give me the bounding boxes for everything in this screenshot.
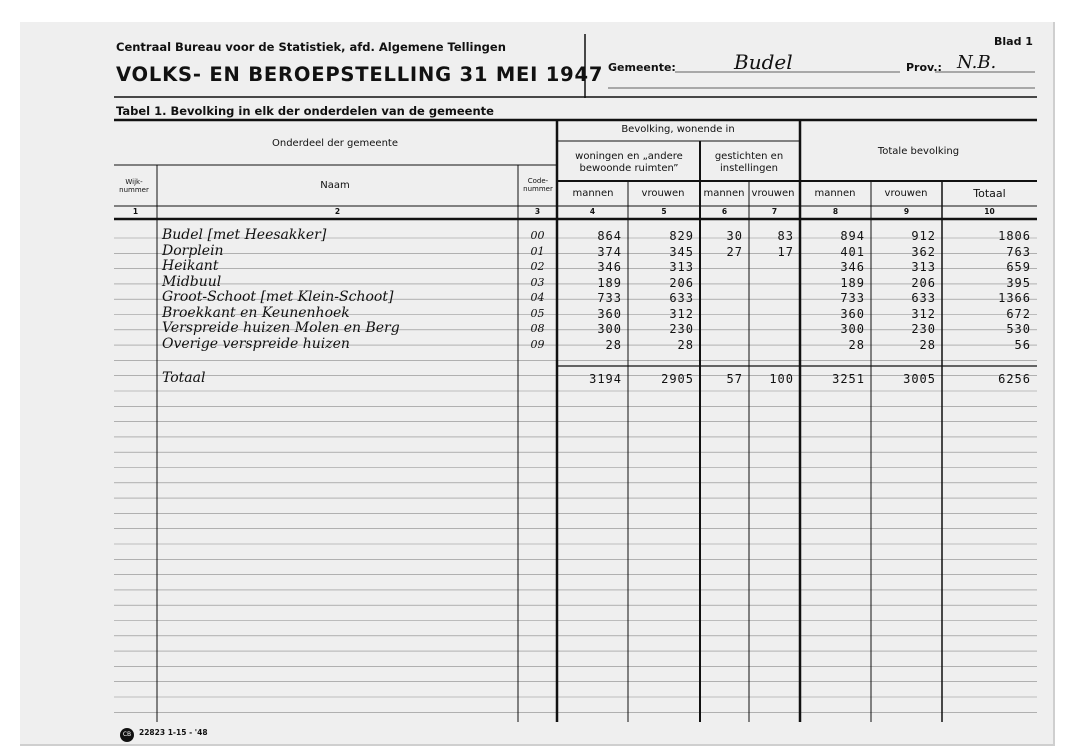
- group-header-gestichten: gestichten en instellingen: [714, 151, 784, 174]
- row-value-t_t: 395: [1006, 275, 1031, 290]
- column-number-1: 1: [132, 207, 139, 216]
- row-value-t_t: 530: [1006, 322, 1031, 336]
- row-value-w_m: 300: [597, 322, 622, 336]
- gemeente-label: Gemeente:: [608, 61, 676, 74]
- row-value-g_v: 83: [777, 229, 794, 243]
- row-value-t_v: 28: [919, 337, 936, 352]
- row-value-g_m: 27: [726, 244, 743, 259]
- row-value-t_v: 312: [911, 306, 936, 321]
- row-value-w_m: 360: [597, 306, 622, 321]
- row-value-g_v: 17: [777, 244, 794, 259]
- row-value-t_m: 346: [840, 260, 865, 274]
- row-value-t_t: 1366: [998, 291, 1031, 305]
- row-value-t_v: 912: [911, 229, 936, 243]
- row-value-w_m: 346: [597, 260, 622, 274]
- row-name: Broekkant en Keunenhoek: [162, 304, 350, 321]
- row-value-t_v: 633: [911, 291, 936, 305]
- gemeente-value: Budel: [734, 50, 793, 74]
- row-value-t_m: 401: [840, 244, 865, 259]
- row-value-w_m: 864: [597, 229, 622, 243]
- col-header-wijk: Wijk-nummer: [119, 178, 149, 195]
- row-value-w_m: 28: [605, 337, 622, 352]
- row-code: 03: [530, 275, 545, 289]
- row-value-t_m: 894: [840, 229, 865, 243]
- column-number-10: 10: [984, 207, 995, 216]
- column-number-6: 6: [721, 207, 728, 216]
- row-value-w_m: 374: [597, 244, 622, 259]
- row-code: 00: [530, 229, 545, 242]
- row-value-g_m: 30: [726, 229, 743, 243]
- row-code: 09: [530, 337, 545, 351]
- row-name: Groot-Schoot [met Klein-Schoot]: [162, 289, 394, 305]
- row-value-w_v: 206: [669, 275, 694, 290]
- column-number-8: 8: [832, 207, 839, 216]
- column-number-7: 7: [771, 207, 778, 216]
- col-header-code: Code-nummer: [523, 177, 553, 194]
- column-number-9: 9: [903, 207, 910, 216]
- row-value-t_v: 230: [911, 322, 936, 336]
- sheet-number: Blad 1: [994, 35, 1033, 48]
- row-value-w_v: 633: [669, 291, 694, 305]
- row-value-w_v: 230: [669, 322, 694, 336]
- row-value-w_v: 345: [669, 244, 694, 259]
- total-value-t_v: 3005: [903, 372, 936, 386]
- table-caption: Tabel 1. Bevolking in elk der onderdelen van de gemeente: [116, 104, 494, 118]
- column-number-2: 2: [334, 207, 341, 216]
- row-name: Dorplein: [162, 242, 224, 259]
- col-header-mannen-3: mannen: [814, 188, 856, 199]
- province-value: N.B.: [957, 52, 997, 73]
- total-value-t_t: 6256: [998, 372, 1031, 386]
- row-value-t_m: 189: [840, 275, 865, 290]
- row-value-t_v: 313: [911, 260, 936, 274]
- row-code: 02: [530, 260, 545, 273]
- group-header-onderdeel: Onderdeel der gemeente: [271, 138, 398, 149]
- group-header-bevolking: Bevolking, wonende in: [621, 124, 735, 135]
- row-code: 08: [530, 322, 545, 335]
- row-value-t_t: 659: [1006, 260, 1031, 274]
- col-header-totaal: Totaal: [973, 187, 1006, 200]
- row-value-t_v: 362: [911, 244, 936, 259]
- col-header-naam: Naam: [320, 180, 350, 191]
- column-number-5: 5: [661, 207, 667, 216]
- total-value-w_m: 3194: [589, 372, 622, 386]
- column-number-3: 3: [534, 207, 541, 216]
- row-name: Midbuul: [162, 273, 222, 290]
- row-value-t_t: 1806: [998, 229, 1031, 243]
- row-value-t_m: 360: [840, 306, 865, 321]
- print-code: 22823 1-15 - '48: [139, 728, 208, 737]
- bureau-heading: Centraal Bureau voor de Statistiek, afd. Algemene Tellingen: [116, 40, 506, 54]
- row-value-t_t: 763: [1006, 244, 1031, 259]
- row-value-w_v: 829: [669, 229, 694, 243]
- row-name: Budel [met Heesakker]: [162, 227, 327, 243]
- row-value-w_m: 733: [597, 291, 622, 305]
- row-value-w_v: 313: [669, 260, 694, 274]
- page-title: VOLKS- EN BEROEPSTELLING 31 MEI 1947: [116, 63, 604, 86]
- group-header-woningen: woningen en „andere bewoonde ruimten”: [575, 151, 683, 174]
- row-value-t_m: 733: [840, 291, 865, 305]
- row-name: Verspreide huizen Molen en Berg: [162, 320, 400, 336]
- row-value-t_t: 672: [1006, 306, 1031, 321]
- row-code: 05: [530, 306, 545, 320]
- col-header-vrouwen-1: vrouwen: [641, 188, 685, 199]
- group-header-totaal: Totale bevolking: [877, 146, 960, 157]
- row-value-w_v: 312: [669, 306, 694, 321]
- province-label: Prov.:: [906, 61, 942, 74]
- col-header-mannen-1: mannen: [572, 188, 614, 199]
- column-number-4: 4: [589, 207, 596, 216]
- total-value-g_m: 57: [726, 372, 743, 386]
- row-value-w_m: 189: [597, 275, 622, 290]
- col-header-vrouwen-3: vrouwen: [884, 188, 928, 199]
- total-value-w_v: 2905: [661, 372, 694, 386]
- row-value-w_v: 28: [677, 337, 694, 352]
- row-code: 04: [530, 291, 545, 304]
- row-value-t_m: 300: [840, 322, 865, 336]
- total-label: Totaal: [162, 370, 206, 386]
- row-value-t_t: 56: [1014, 337, 1031, 352]
- row-value-t_m: 28: [848, 337, 865, 352]
- printer-logo-icon: CB: [120, 728, 134, 742]
- col-header-mannen-2: mannen: [703, 188, 745, 199]
- total-value-t_m: 3251: [832, 372, 865, 386]
- col-header-vrouwen-2: vrouwen: [751, 188, 795, 199]
- row-name: Heikant: [162, 258, 219, 274]
- row-value-t_v: 206: [911, 275, 936, 290]
- row-name: Overige verspreide huizen: [162, 335, 350, 352]
- total-value-g_v: 100: [769, 372, 794, 386]
- row-code: 01: [530, 244, 545, 258]
